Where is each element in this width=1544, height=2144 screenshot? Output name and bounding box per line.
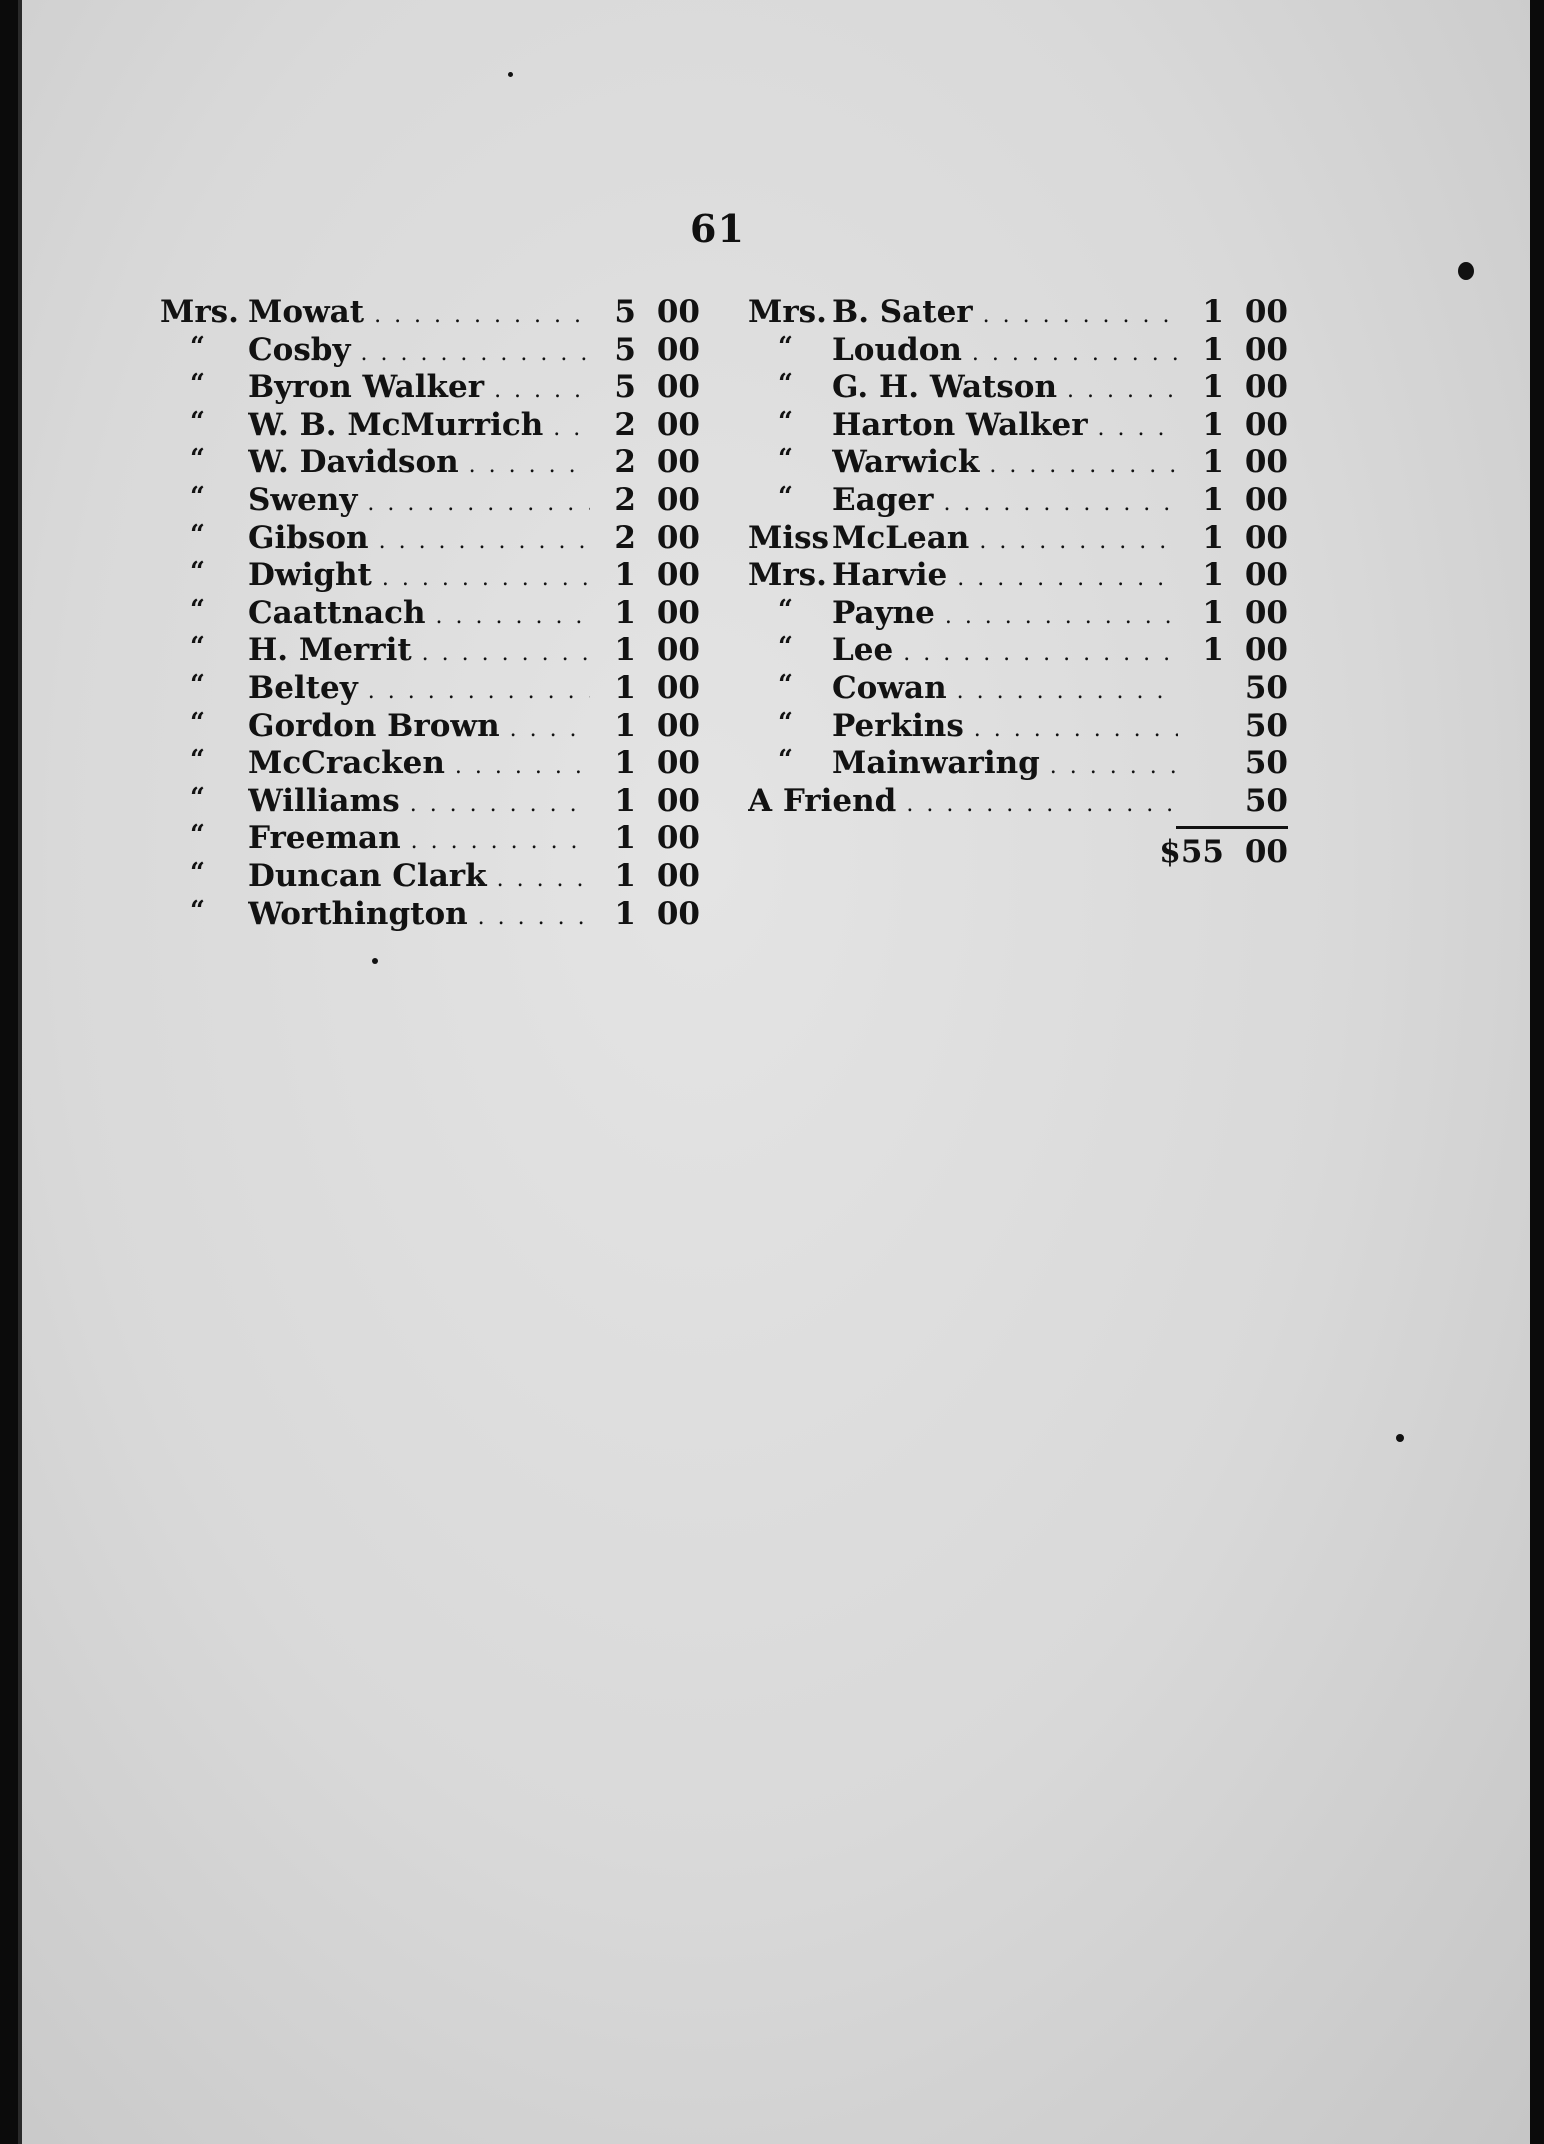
- subscriber-title: Miss: [748, 519, 829, 556]
- subscriber-row: [160, 294, 700, 332]
- amount-cents: 00: [1244, 444, 1288, 481]
- subscriber-name: Mowat . . .: [248, 294, 590, 330]
- subscriber-row: [160, 557, 700, 595]
- page-number: 61: [690, 206, 745, 251]
- subscriber-name: W. Davidson . . .: [248, 444, 590, 480]
- amount-dollars: 1: [614, 857, 636, 894]
- ditto-mark: “: [190, 745, 205, 776]
- amount-cents: 00: [656, 782, 700, 819]
- subscriber-name: B. Sater . . .: [832, 294, 1178, 330]
- amount-cents: 00: [1244, 481, 1288, 518]
- amount-dollars: 1: [614, 557, 636, 594]
- subscriber-title: Mrs.: [748, 557, 827, 594]
- ditto-mark: “: [190, 707, 205, 738]
- subscriber-name: Gordon Brown . . .: [248, 708, 590, 744]
- ditto-mark: “: [190, 820, 205, 851]
- amount-dollars: 1: [1202, 519, 1224, 556]
- ditto-mark: “: [190, 444, 205, 475]
- amount-cents: 50: [1244, 745, 1288, 782]
- amount-dollars: 1: [614, 745, 636, 782]
- ditto-mark: “: [778, 331, 793, 362]
- subscriber-list-left: [160, 294, 700, 933]
- amount-cents: 00: [656, 820, 700, 857]
- amount-dollars: 1: [614, 669, 636, 706]
- subscriber-name: W. B. McMurrich . . .: [248, 407, 590, 443]
- subscriber-name: Caattnach . . .: [248, 595, 590, 631]
- amount-cents: 00: [656, 331, 700, 368]
- amount-cents: 00: [656, 406, 700, 443]
- amount-dollars: 1: [1202, 294, 1224, 330]
- subscriber-name: McLean . . .: [832, 520, 1178, 556]
- amount-cents: 00: [656, 294, 700, 330]
- amount-dollars: 1: [1202, 594, 1224, 631]
- ink-speck: [1396, 1434, 1404, 1442]
- subscriber-name: Perkins . . .: [832, 708, 1178, 744]
- total-amount: [748, 834, 1288, 872]
- amount-cents: 00: [1244, 331, 1288, 368]
- subscriber-list-right: [748, 294, 1288, 871]
- amount-dollars: 1: [1202, 331, 1224, 368]
- subscriber-row: [748, 632, 1288, 670]
- ditto-mark: “: [190, 406, 205, 437]
- ditto-mark: “: [190, 857, 205, 888]
- subscriber-row: [748, 369, 1288, 407]
- ditto-mark: “: [190, 557, 205, 588]
- ditto-mark: “: [190, 782, 205, 813]
- subscriber-name: Harton Walker . . .: [832, 407, 1178, 443]
- amount-cents: 00: [656, 707, 700, 744]
- ditto-mark: “: [190, 481, 205, 512]
- subscriber-name: Lee . . .: [832, 632, 1178, 668]
- subscriber-row: [160, 708, 700, 746]
- amount-cents: 00: [656, 669, 700, 706]
- total-dollars: $55: [1159, 834, 1224, 871]
- subscriber-name: H. Merrit . . .: [248, 632, 590, 668]
- subscriber-name: Eager . . .: [832, 482, 1178, 518]
- amount-dollars: 1: [1202, 481, 1224, 518]
- ink-speck: [1458, 262, 1474, 280]
- amount-dollars: 1: [614, 707, 636, 744]
- subscriber-name: Warwick . . .: [832, 444, 1178, 480]
- subscriber-name: Harvie . . .: [832, 557, 1178, 593]
- ditto-mark: “: [190, 369, 205, 400]
- subscriber-title: Mrs.: [160, 294, 239, 330]
- amount-cents: 00: [656, 481, 700, 518]
- amount-cents: 00: [1244, 519, 1288, 556]
- amount-dollars: 5: [614, 369, 636, 406]
- subscriber-row: [160, 670, 700, 708]
- amount-cents: 00: [656, 632, 700, 669]
- subscriber-title: Mrs.: [748, 294, 827, 330]
- subscriber-row: [160, 632, 700, 670]
- ditto-mark: “: [190, 331, 205, 362]
- amount-cents: 00: [656, 594, 700, 631]
- subscriber-row: [160, 332, 700, 370]
- subscriber-row: [160, 444, 700, 482]
- subscriber-name: Freeman . . .: [248, 820, 590, 856]
- subscriber-row: [748, 520, 1288, 558]
- ditto-mark: “: [190, 669, 205, 700]
- subscriber-row: [160, 745, 700, 783]
- subscriber-name: Williams . . .: [248, 783, 590, 819]
- subscriber-name: Payne . . .: [832, 595, 1178, 631]
- subscriber-name: Cosby . . .: [248, 332, 590, 368]
- ditto-mark: “: [190, 895, 205, 926]
- amount-dollars: 1: [614, 782, 636, 819]
- subscriber-name: Dwight . . .: [248, 557, 590, 593]
- amount-cents: 00: [656, 369, 700, 406]
- amount-dollars: 1: [614, 594, 636, 631]
- subscriber-name: Cowan . . .: [832, 670, 1178, 706]
- subscriber-row: [748, 783, 1288, 821]
- subscriber-row: [160, 820, 700, 858]
- amount-cents: 00: [656, 444, 700, 481]
- amount-dollars: 2: [614, 406, 636, 443]
- subscriber-row: [160, 482, 700, 520]
- subscriber-name: Beltey . . .: [248, 670, 590, 706]
- ditto-mark: “: [778, 444, 793, 475]
- ditto-mark: “: [190, 519, 205, 550]
- subscriber-row: [748, 294, 1288, 332]
- amount-dollars: 5: [614, 294, 636, 330]
- ditto-mark: “: [778, 406, 793, 437]
- amount-dollars: 1: [1202, 369, 1224, 406]
- subscriber-row: [748, 595, 1288, 633]
- subscriber-row: [748, 557, 1288, 595]
- total-rule: [1176, 826, 1288, 829]
- amount-dollars: 1: [1202, 406, 1224, 443]
- subscriber-row: [748, 482, 1288, 520]
- amount-cents: 00: [1244, 369, 1288, 406]
- ink-speck: [372, 958, 378, 964]
- amount-cents: 00: [1244, 632, 1288, 669]
- amount-dollars: 2: [614, 481, 636, 518]
- subscriber-name: Loudon . . .: [832, 332, 1178, 368]
- ditto-mark: “: [190, 632, 205, 663]
- amount-cents: 50: [1244, 707, 1288, 744]
- subscriber-row: [748, 444, 1288, 482]
- amount-dollars: 2: [614, 519, 636, 556]
- amount-cents: 50: [1244, 782, 1288, 819]
- ditto-mark: “: [778, 594, 793, 625]
- amount-cents: 00: [656, 557, 700, 594]
- amount-dollars: 1: [1202, 444, 1224, 481]
- amount-cents: 00: [656, 519, 700, 556]
- subscriber-name: Mainwaring . . .: [832, 745, 1178, 781]
- subscriber-row: [748, 407, 1288, 445]
- ditto-mark: “: [190, 594, 205, 625]
- ink-speck: [508, 72, 513, 77]
- ditto-mark: “: [778, 707, 793, 738]
- amount-cents: 00: [1244, 594, 1288, 631]
- subscriber-row: [748, 745, 1288, 783]
- amount-cents: 50: [1244, 669, 1288, 706]
- amount-dollars: 1: [1202, 557, 1224, 594]
- subscriber-name: Sweny . . .: [248, 482, 590, 518]
- amount-dollars: 2: [614, 444, 636, 481]
- subscriber-row: [748, 332, 1288, 370]
- amount-dollars: 1: [1202, 632, 1224, 669]
- subscriber-name: G. H. Watson . . .: [832, 369, 1178, 405]
- amount-cents: 00: [1244, 557, 1288, 594]
- subscriber-name: McCracken . . .: [248, 745, 590, 781]
- amount-cents: 00: [656, 745, 700, 782]
- amount-dollars: 1: [614, 895, 636, 932]
- amount-cents: 00: [656, 895, 700, 932]
- subscriber-row: [160, 896, 700, 934]
- subscriber-name: Duncan Clark . . .: [248, 858, 590, 894]
- subscriber-row: [748, 708, 1288, 746]
- subscriber-name: Gibson . . .: [248, 520, 590, 556]
- subscriber-row: [748, 670, 1288, 708]
- ditto-mark: “: [778, 632, 793, 663]
- subscriber-row: [160, 520, 700, 558]
- subscriber-row: [160, 595, 700, 633]
- ditto-mark: “: [778, 669, 793, 700]
- subscriber-row: [160, 369, 700, 407]
- amount-cents: 00: [656, 857, 700, 894]
- subscriber-name: Worthington . . .: [248, 896, 590, 932]
- amount-cents: 00: [1244, 406, 1288, 443]
- subscriber-row: [160, 407, 700, 445]
- subscriber-name: A Friend . . .: [748, 783, 1178, 819]
- amount-dollars: 5: [614, 331, 636, 368]
- amount-cents: 00: [1244, 294, 1288, 330]
- ditto-mark: “: [778, 481, 793, 512]
- subscriber-row: [160, 783, 700, 821]
- ditto-mark: “: [778, 745, 793, 776]
- subscriber-name: Byron Walker . . .: [248, 369, 590, 405]
- amount-dollars: 1: [614, 632, 636, 669]
- amount-dollars: 1: [614, 820, 636, 857]
- ditto-mark: “: [778, 369, 793, 400]
- subscriber-row: [160, 858, 700, 896]
- total-cents: 00: [1244, 834, 1288, 871]
